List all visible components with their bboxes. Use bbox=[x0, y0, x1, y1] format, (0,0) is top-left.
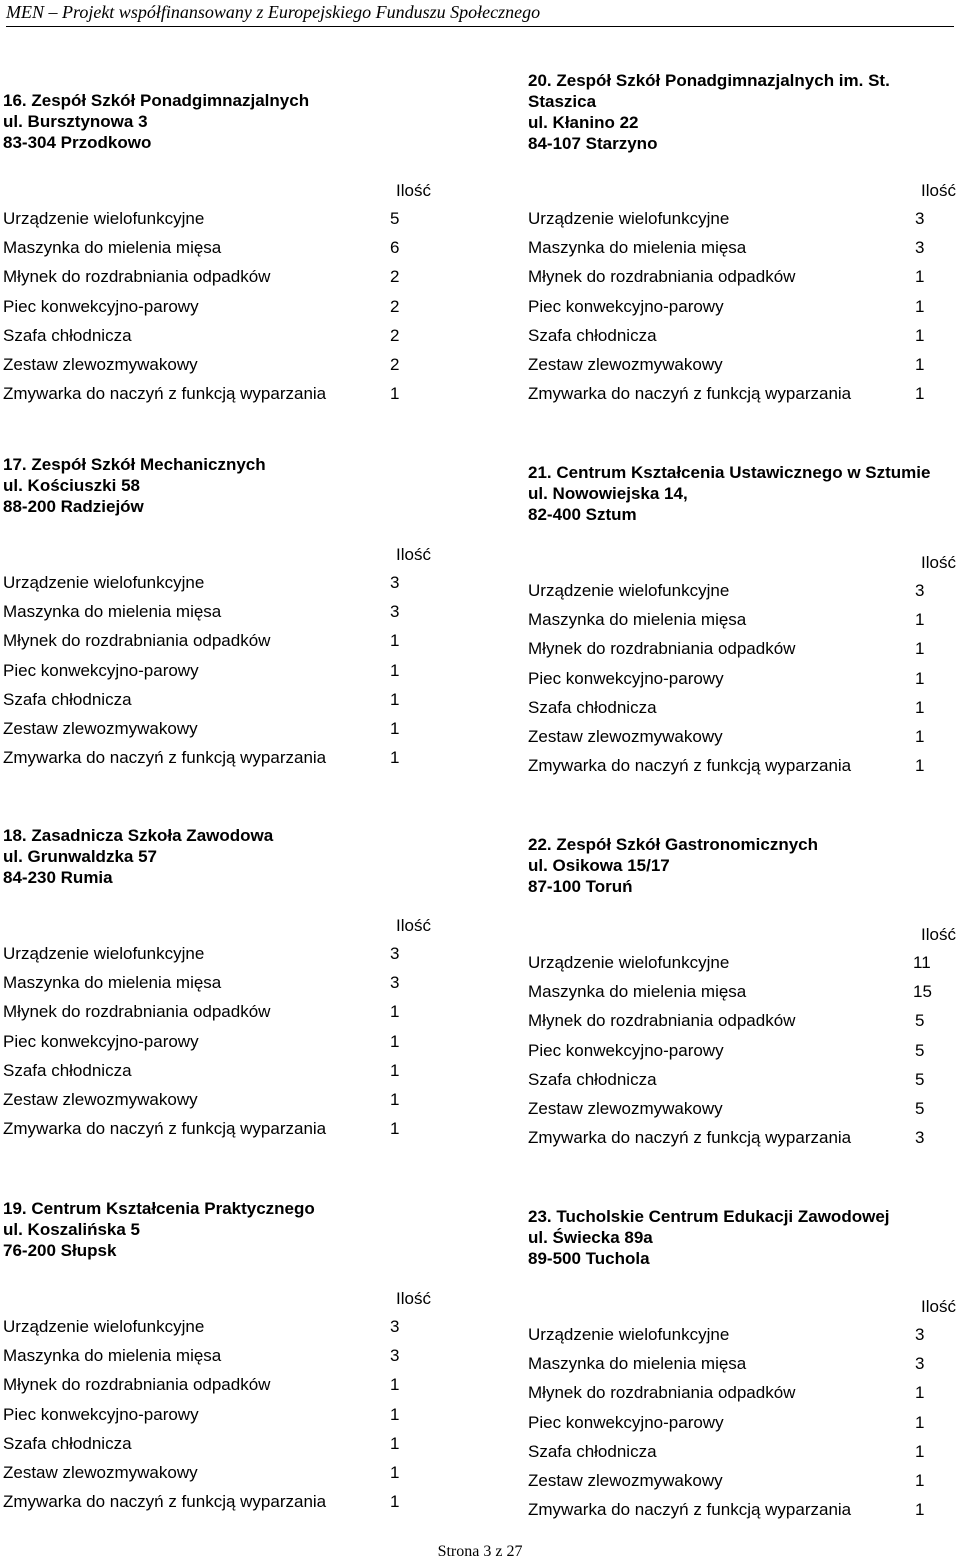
item-name: Zmywarka do naczyń z funkcją wyparzania bbox=[528, 384, 852, 404]
address-line: ul. Świecka 89a bbox=[528, 1228, 653, 1247]
item-quantity: 1 bbox=[915, 668, 925, 688]
table-row bbox=[3, 1027, 433, 1056]
item-quantity: 3 bbox=[390, 944, 400, 963]
table-row bbox=[528, 977, 958, 1006]
item-name: Maszynka do mielenia mięsa bbox=[528, 1354, 747, 1374]
item-quantity: 1 bbox=[390, 1089, 400, 1109]
address-line: 20. Zespół Szkół Ponadgimnazjalnych im. St. bbox=[528, 71, 890, 90]
equipment-table bbox=[528, 1294, 958, 1524]
table-row bbox=[528, 1437, 958, 1466]
item-name: Zestaw zlewozmywakowy bbox=[3, 718, 198, 738]
equipment-table bbox=[528, 178, 958, 408]
item-name: Zestaw zlewozmywakowy bbox=[528, 1470, 723, 1490]
item-quantity: 2 bbox=[390, 325, 400, 345]
school-block bbox=[3, 1198, 443, 1261]
item-name: Młynek do rozdrabniania odpadków bbox=[528, 639, 796, 659]
item-quantity: 1 bbox=[390, 1060, 400, 1080]
table-row bbox=[3, 685, 433, 714]
table-row bbox=[3, 997, 433, 1026]
item-quantity: 3 bbox=[915, 238, 925, 258]
school-block bbox=[528, 70, 960, 154]
item-quantity: 1 bbox=[390, 660, 400, 680]
item-quantity: 6 bbox=[390, 238, 400, 258]
address-line: 76-200 Słupsk bbox=[3, 1241, 117, 1260]
item-quantity: 1 bbox=[390, 1462, 400, 1482]
item-quantity: 5 bbox=[915, 1098, 925, 1118]
table-row bbox=[3, 204, 433, 233]
address-line: 84-107 Starzyno bbox=[528, 134, 658, 153]
table-row bbox=[528, 1320, 958, 1349]
item-name: Piec konwekcyjno-parowy bbox=[528, 668, 724, 688]
item-quantity: 1 bbox=[390, 1375, 400, 1395]
item-name: Zmywarka do naczyń z funkcją wyparzania bbox=[528, 1128, 852, 1148]
table-row bbox=[3, 626, 433, 655]
quantity-column-header: Ilość bbox=[921, 553, 956, 572]
item-quantity: 1 bbox=[915, 1470, 925, 1490]
item-name: Urządzenie wielofunkcyjne bbox=[3, 944, 205, 963]
item-quantity: 3 bbox=[390, 602, 400, 622]
item-name: Urządzenie wielofunkcyjne bbox=[528, 953, 730, 972]
item-quantity: 1 bbox=[915, 1500, 925, 1520]
item-quantity: 1 bbox=[915, 267, 925, 287]
address-line: 89-500 Tuchola bbox=[528, 1249, 650, 1268]
item-name: Urządzenie wielofunkcyjne bbox=[3, 573, 205, 592]
table-row bbox=[528, 948, 958, 977]
address-line: 23. Tucholskie Centrum Edukacji Zawodowej bbox=[528, 1207, 890, 1226]
item-name: Urządzenie wielofunkcyjne bbox=[528, 209, 730, 228]
item-name: Zestaw zlewozmywakowy bbox=[528, 1098, 723, 1118]
item-quantity: 1 bbox=[915, 325, 925, 345]
item-quantity: 1 bbox=[390, 748, 400, 768]
item-name: Piec konwekcyjno-parowy bbox=[3, 660, 199, 680]
table-row bbox=[528, 1006, 958, 1035]
table-row bbox=[528, 576, 958, 605]
item-quantity: 5 bbox=[915, 1011, 925, 1031]
table-row bbox=[3, 1370, 433, 1399]
school-block bbox=[3, 825, 443, 888]
table-row bbox=[3, 656, 433, 685]
item-name: Zestaw zlewozmywakowy bbox=[528, 726, 723, 746]
item-quantity: 1 bbox=[390, 1002, 400, 1022]
item-quantity: 2 bbox=[390, 296, 400, 316]
item-quantity: 5 bbox=[390, 209, 400, 228]
equipment-table bbox=[528, 922, 958, 1152]
item-quantity: 1 bbox=[915, 756, 925, 776]
table-row bbox=[3, 1114, 433, 1143]
item-name: Zestaw zlewozmywakowy bbox=[3, 1089, 198, 1109]
item-name: Szafa chłodnicza bbox=[528, 1441, 657, 1461]
table-row bbox=[3, 743, 433, 772]
page-footer bbox=[0, 1543, 960, 1561]
school-address bbox=[528, 834, 960, 897]
table-row bbox=[3, 597, 433, 626]
table-row bbox=[528, 1349, 958, 1378]
item-name: Szafa chłodnicza bbox=[3, 1433, 132, 1453]
item-name: Szafa chłodnicza bbox=[528, 697, 657, 717]
item-name: Maszynka do mielenia mięsa bbox=[3, 973, 222, 993]
school-address bbox=[528, 1206, 960, 1269]
address-line: 88-200 Radziejów bbox=[3, 497, 144, 516]
table-row bbox=[3, 379, 433, 408]
item-name: Szafa chłodnicza bbox=[3, 325, 132, 345]
item-name: Piec konwekcyjno-parowy bbox=[528, 1412, 724, 1432]
item-quantity: 1 bbox=[915, 296, 925, 316]
item-name: Urządzenie wielofunkcyjne bbox=[3, 1317, 205, 1336]
item-name: Młynek do rozdrabniania odpadków bbox=[528, 1383, 796, 1403]
item-name: Piec konwekcyjno-parowy bbox=[528, 296, 724, 316]
school-address bbox=[3, 454, 443, 517]
table-row bbox=[3, 968, 433, 997]
item-quantity: 3 bbox=[915, 1128, 925, 1148]
item-quantity: 1 bbox=[390, 1031, 400, 1051]
table-row bbox=[528, 1378, 958, 1407]
item-name: Piec konwekcyjno-parowy bbox=[528, 1040, 724, 1060]
table-row bbox=[3, 1085, 433, 1114]
item-quantity: 15 bbox=[913, 982, 932, 1002]
item-name: Szafa chłodnicza bbox=[528, 325, 657, 345]
item-quantity: 1 bbox=[390, 384, 400, 404]
item-name: Szafa chłodnicza bbox=[3, 1060, 132, 1080]
item-quantity: 3 bbox=[390, 573, 400, 592]
item-quantity: 1 bbox=[390, 1492, 400, 1512]
address-line: ul. Osikowa 15/17 bbox=[528, 856, 670, 875]
item-quantity: 1 bbox=[915, 610, 925, 630]
page-header: MEN – Projekt współfinansowany z Europejskiego Funduszu Społecznego bbox=[6, 0, 954, 27]
address-line: 22. Zespół Szkół Gastronomicznych bbox=[528, 835, 819, 854]
table-row bbox=[528, 1466, 958, 1495]
item-name: Zmywarka do naczyń z funkcją wyparzania bbox=[3, 1119, 327, 1139]
item-name: Zmywarka do naczyń z funkcją wyparzania bbox=[528, 756, 852, 776]
item-quantity: 1 bbox=[390, 1404, 400, 1424]
table-row bbox=[3, 1458, 433, 1487]
table-row bbox=[528, 693, 958, 722]
item-name: Maszynka do mielenia mięsa bbox=[528, 610, 747, 630]
item-quantity: 5 bbox=[915, 1069, 925, 1089]
item-name: Szafa chłodnicza bbox=[3, 689, 132, 709]
item-quantity: 3 bbox=[390, 1346, 400, 1366]
quantity-column-header: Ilość bbox=[921, 1297, 956, 1316]
item-quantity: 1 bbox=[915, 1412, 925, 1432]
item-name: Zmywarka do naczyń z funkcją wyparzania bbox=[3, 384, 327, 404]
school-block bbox=[528, 1206, 960, 1269]
item-quantity: 3 bbox=[390, 973, 400, 993]
table-row bbox=[3, 939, 433, 968]
address-line: 83-304 Przodkowo bbox=[3, 133, 152, 152]
address-line: ul. Bursztynowa 3 bbox=[3, 112, 148, 131]
item-quantity: 1 bbox=[915, 697, 925, 717]
table-row bbox=[3, 1487, 433, 1516]
table-row bbox=[528, 204, 958, 233]
quantity-column-header: Ilość bbox=[396, 916, 431, 935]
address-line: 87-100 Toruń bbox=[528, 877, 633, 896]
item-quantity: 5 bbox=[915, 1040, 925, 1060]
item-quantity: 2 bbox=[390, 354, 400, 374]
item-quantity: 1 bbox=[390, 1119, 400, 1139]
item-name: Zestaw zlewozmywakowy bbox=[528, 354, 723, 374]
item-name: Maszynka do mielenia mięsa bbox=[3, 1346, 222, 1366]
item-name: Piec konwekcyjno-parowy bbox=[3, 1031, 199, 1051]
table-row bbox=[528, 1036, 958, 1065]
item-quantity: 1 bbox=[915, 1383, 925, 1403]
address-line: 19. Centrum Kształcenia Praktycznego bbox=[3, 1199, 315, 1218]
school-address bbox=[528, 70, 960, 154]
item-quantity: 1 bbox=[915, 384, 925, 404]
equipment-table bbox=[3, 178, 433, 408]
address-line: Staszica bbox=[528, 92, 597, 111]
item-quantity: 3 bbox=[915, 209, 925, 228]
quantity-column-header: Ilość bbox=[921, 925, 956, 944]
table-row bbox=[3, 350, 433, 379]
address-line: 21. Centrum Kształcenia Ustawicznego w Sztumie bbox=[528, 463, 931, 482]
page-number: Strona 3 z 27 bbox=[437, 1543, 523, 1560]
address-line: ul. Koszalińska 5 bbox=[3, 1220, 140, 1239]
equipment-table bbox=[3, 913, 433, 1143]
equipment-table bbox=[3, 1286, 433, 1516]
table-row bbox=[528, 379, 958, 408]
address-line: 18. Zasadnicza Szkoła Zawodowa bbox=[3, 826, 274, 845]
item-quantity: 1 bbox=[915, 726, 925, 746]
quantity-column-header: Ilość bbox=[396, 181, 431, 200]
table-row bbox=[528, 722, 958, 751]
item-name: Maszynka do mielenia mięsa bbox=[528, 238, 747, 258]
item-quantity: 1 bbox=[390, 718, 400, 738]
table-row bbox=[528, 262, 958, 291]
item-quantity: 1 bbox=[390, 689, 400, 709]
table-row bbox=[528, 1065, 958, 1094]
school-block bbox=[3, 454, 443, 517]
table-row bbox=[528, 292, 958, 321]
address-line: ul. Grunwaldzka 57 bbox=[3, 847, 157, 866]
item-name: Młynek do rozdrabniania odpadków bbox=[3, 267, 271, 287]
table-row bbox=[528, 1408, 958, 1437]
item-quantity: 3 bbox=[915, 1325, 925, 1344]
item-name: Szafa chłodnicza bbox=[528, 1069, 657, 1089]
item-quantity: 11 bbox=[913, 953, 931, 972]
item-name: Zmywarka do naczyń z funkcją wyparzania bbox=[528, 1500, 852, 1520]
table-row bbox=[528, 605, 958, 634]
table-row bbox=[528, 350, 958, 379]
item-name: Piec konwekcyjno-parowy bbox=[3, 296, 199, 316]
quantity-column-header: Ilość bbox=[396, 1289, 431, 1308]
item-name: Maszynka do mielenia mięsa bbox=[528, 982, 747, 1002]
address-line: 82-400 Sztum bbox=[528, 505, 637, 524]
table-row bbox=[528, 1495, 958, 1524]
table-row bbox=[528, 1094, 958, 1123]
school-block bbox=[3, 90, 443, 153]
item-quantity: 3 bbox=[390, 1317, 400, 1336]
item-quantity: 1 bbox=[915, 354, 925, 374]
item-name: Zestaw zlewozmywakowy bbox=[3, 1462, 198, 1482]
item-name: Młynek do rozdrabniania odpadków bbox=[528, 267, 796, 287]
quantity-column-header: Ilość bbox=[921, 181, 956, 200]
item-name: Zestaw zlewozmywakowy bbox=[3, 354, 198, 374]
table-row bbox=[3, 1056, 433, 1085]
table-row bbox=[528, 1123, 958, 1152]
school-address bbox=[528, 462, 960, 525]
table-row bbox=[3, 1429, 433, 1458]
table-row bbox=[3, 714, 433, 743]
table-row bbox=[3, 262, 433, 291]
item-name: Maszynka do mielenia mięsa bbox=[3, 602, 222, 622]
item-name: Młynek do rozdrabniania odpadków bbox=[3, 1375, 271, 1395]
item-name: Zmywarka do naczyń z funkcją wyparzania bbox=[3, 748, 327, 768]
item-name: Młynek do rozdrabniania odpadków bbox=[528, 1011, 796, 1031]
item-quantity: 2 bbox=[390, 267, 400, 287]
item-quantity: 1 bbox=[390, 1433, 400, 1453]
school-address bbox=[3, 1198, 443, 1261]
item-quantity: 1 bbox=[915, 1441, 925, 1461]
address-line: 17. Zespół Szkół Mechanicznych bbox=[3, 455, 266, 474]
table-row bbox=[3, 292, 433, 321]
table-row bbox=[528, 751, 958, 780]
school-block bbox=[528, 462, 960, 525]
table-row bbox=[3, 233, 433, 262]
item-name: Zmywarka do naczyń z funkcją wyparzania bbox=[3, 1492, 327, 1512]
equipment-table bbox=[528, 550, 958, 780]
school-address bbox=[3, 825, 443, 888]
table-row bbox=[528, 664, 958, 693]
item-quantity: 3 bbox=[915, 581, 925, 600]
table-row bbox=[3, 1341, 433, 1370]
item-name: Młynek do rozdrabniania odpadków bbox=[3, 1002, 271, 1022]
item-quantity: 1 bbox=[915, 639, 925, 659]
item-name: Maszynka do mielenia mięsa bbox=[3, 238, 222, 258]
school-block bbox=[528, 834, 960, 897]
table-row bbox=[3, 321, 433, 350]
item-name: Młynek do rozdrabniania odpadków bbox=[3, 631, 271, 651]
address-line: ul. Kościuszki 58 bbox=[3, 476, 140, 495]
quantity-column-header: Ilość bbox=[396, 545, 431, 564]
school-address bbox=[3, 90, 443, 153]
table-row bbox=[528, 233, 958, 262]
item-quantity: 3 bbox=[915, 1354, 925, 1374]
item-name: Urządzenie wielofunkcyjne bbox=[528, 581, 730, 600]
item-name: Urządzenie wielofunkcyjne bbox=[3, 209, 205, 228]
table-row bbox=[3, 1400, 433, 1429]
address-line: 84-230 Rumia bbox=[3, 868, 113, 887]
item-name: Urządzenie wielofunkcyjne bbox=[528, 1325, 730, 1344]
table-row bbox=[528, 634, 958, 663]
table-row bbox=[3, 568, 433, 597]
item-quantity: 1 bbox=[390, 631, 400, 651]
equipment-table bbox=[3, 542, 433, 772]
address-line: ul. Kłanino 22 bbox=[528, 113, 639, 132]
item-name: Piec konwekcyjno-parowy bbox=[3, 1404, 199, 1424]
address-line: ul. Nowowiejska 14, bbox=[528, 484, 688, 503]
table-row bbox=[528, 321, 958, 350]
table-row bbox=[3, 1312, 433, 1341]
address-line: 16. Zespół Szkół Ponadgimnazjalnych bbox=[3, 91, 310, 110]
